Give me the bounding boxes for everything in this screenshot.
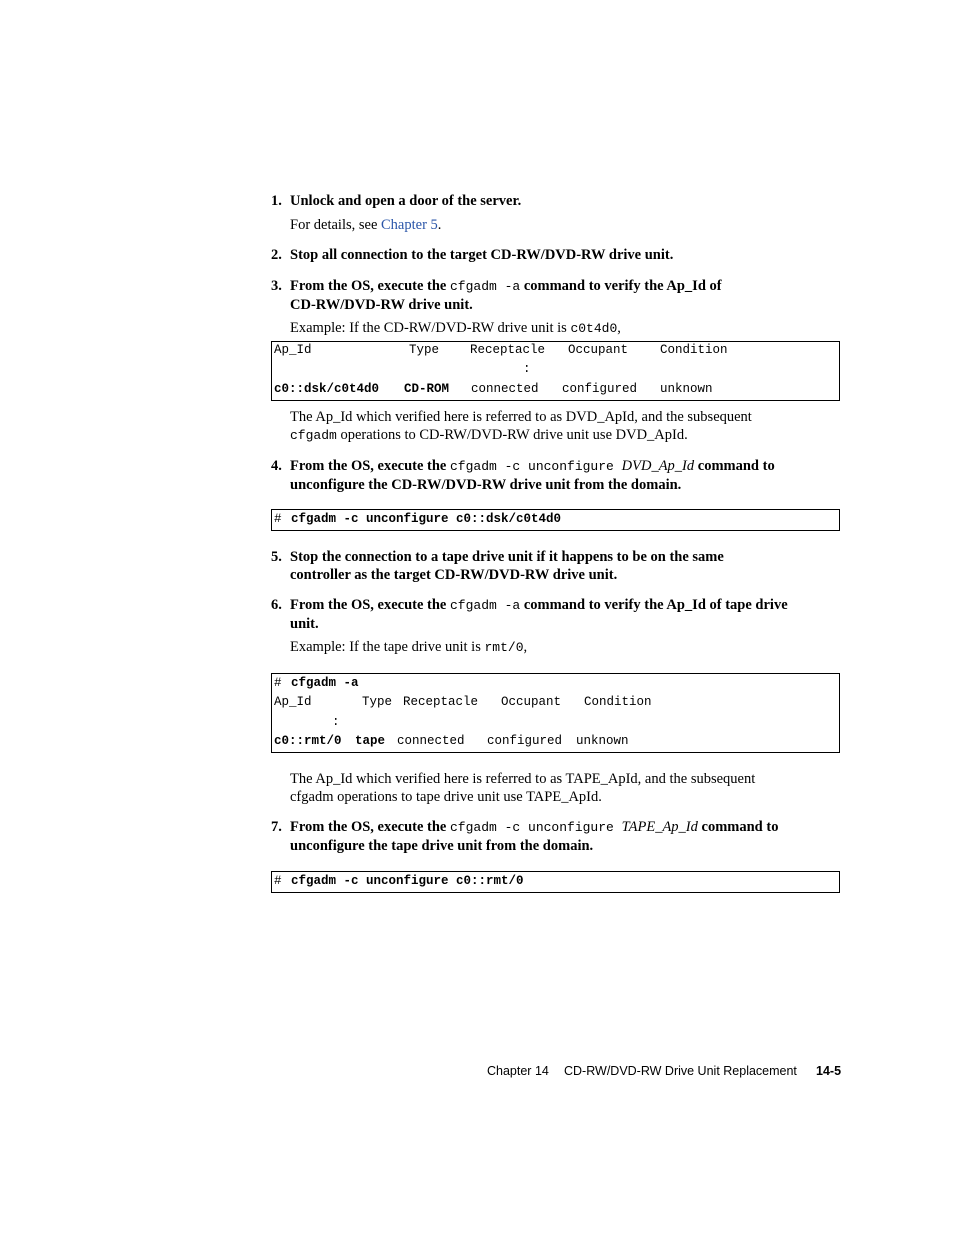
inline-code: cfgadm -c unconfigure: [450, 459, 622, 474]
code-header-type: Type: [362, 695, 393, 709]
step-text-part: From the OS, execute the: [290, 597, 450, 613]
inline-code: cfgadm -a: [450, 279, 521, 294]
chapter-5-link[interactable]: Chapter 5: [381, 217, 438, 233]
code-row-apid: c0::dsk/c0t4d0: [274, 382, 380, 396]
inline-code: cfgadm -a: [450, 598, 521, 613]
step-text: Stop all connection to the target CD-RW/DVD-RW drive unit.: [290, 247, 674, 263]
step-text-part: unconfigure the CD-RW/DVD-RW drive unit from the domain.: [290, 477, 682, 493]
code-row-condition: unknown: [660, 382, 713, 396]
detail-text: For details, see: [290, 217, 382, 233]
step-text-part: From the OS, execute the: [290, 458, 450, 474]
inline-variable: TAPE_Ap_Id: [621, 819, 698, 835]
code-header-condition: Condition: [584, 695, 652, 709]
step-number: 4.: [271, 458, 282, 474]
code-row-type: tape: [355, 734, 386, 748]
step-text-part: controller as the target CD-RW/DVD-RW drive unit.: [290, 567, 618, 583]
inline-code: rmt/0: [484, 640, 524, 655]
code-command: cfgadm -a: [291, 676, 359, 690]
inline-code: c0t4d0: [570, 321, 618, 336]
code-row-condition: unknown: [576, 734, 629, 748]
code-header-condition: Condition: [660, 343, 728, 357]
step-number: 6.: [271, 597, 282, 613]
step-text-part: unconfigure the tape drive unit from the domain.: [290, 838, 594, 854]
code-box-unconfigure-dvd: [271, 509, 840, 531]
note-text: cfgadm operations to tape drive unit use TAPE_ApId.: [290, 789, 602, 805]
step-text-part: command to: [694, 458, 775, 474]
code-prompt: #: [274, 874, 282, 888]
step-text-part: command to: [697, 819, 779, 835]
code-ellipsis-colon: :: [332, 715, 340, 729]
step-text: [290, 277, 846, 314]
step-text-part: Stop the connection to a tape drive unit if it happens to be on the same: [290, 549, 724, 565]
code-command: cfgadm -c unconfigure c0::dsk/c0t4d0: [291, 512, 562, 526]
code-box-cfgadm-output-dvd: [271, 341, 840, 401]
step-3-note: [290, 408, 846, 445]
step-1-detail: [290, 216, 846, 234]
code-prompt: #: [274, 512, 282, 526]
code-header-occupant: Occupant: [501, 695, 562, 709]
step-text: [290, 596, 846, 633]
step-text-part: From the OS, execute the: [290, 819, 450, 835]
note-text: operations to CD-RW/DVD-RW drive unit use DVD_ApId.: [336, 427, 688, 443]
step-number: 5.: [271, 549, 282, 565]
code-box-cfgadm-output-tape: [271, 673, 840, 753]
example-text: Example: If the CD-RW/DVD-RW drive unit is: [290, 320, 571, 336]
example-text-end: ,: [523, 639, 528, 655]
step-6-example: [290, 638, 846, 657]
code-command: cfgadm -c unconfigure c0::rmt/0: [291, 874, 524, 888]
note-text: The Ap_Id which verified here is referred to as DVD_ApId, and the subsequent: [290, 409, 752, 425]
step-text-part: command to verify the Ap_Id of: [520, 278, 722, 294]
code-row-occupant: configured: [562, 382, 638, 396]
footer-page-number: 14-5: [816, 1064, 842, 1078]
step-number: 2.: [271, 247, 282, 263]
code-prompt: #: [274, 676, 282, 690]
step-6-note: [290, 770, 846, 806]
footer-title: CD-RW/DVD-RW Drive Unit Replacement: [564, 1064, 797, 1078]
code-header-occupant: Occupant: [568, 343, 629, 357]
step-text: [290, 457, 846, 494]
note-text: The Ap_Id which verified here is referred to as TAPE_ApId, and the subsequent: [290, 771, 756, 787]
step-3-example: [290, 319, 846, 338]
code-ellipsis-colon: :: [523, 362, 531, 376]
code-header-type: Type: [409, 343, 440, 357]
step-number: 3.: [271, 278, 282, 294]
example-text-end: ,: [617, 320, 621, 336]
step-text: [290, 548, 846, 584]
step-number: 7.: [271, 819, 282, 835]
step-text: [290, 818, 846, 855]
footer-chapter: Chapter 14: [487, 1064, 549, 1078]
code-box-unconfigure-tape: [271, 871, 840, 893]
step-text-part: unit.: [290, 616, 319, 632]
inline-code: cfgadm: [290, 428, 337, 443]
code-row-receptacle: connected: [397, 734, 465, 748]
code-row-receptacle: connected: [471, 382, 539, 396]
code-header-receptacle: Receptacle: [403, 695, 479, 709]
code-row-occupant: configured: [487, 734, 563, 748]
inline-variable: DVD_Ap_Id: [621, 458, 695, 474]
detail-text-end: .: [437, 217, 442, 233]
step-text-part: command to verify the Ap_Id of tape drive: [520, 597, 788, 613]
code-header-apid: Ap_Id: [274, 695, 312, 709]
step-text: Unlock and open a door of the server.: [290, 193, 522, 209]
step-number: 1.: [271, 193, 282, 209]
code-header-apid: Ap_Id: [274, 343, 312, 357]
step-text-part: From the OS, execute the: [290, 278, 450, 294]
inline-code: cfgadm -c unconfigure: [450, 820, 622, 835]
code-row-apid: c0::rmt/0: [274, 734, 342, 748]
code-header-receptacle: Receptacle: [470, 343, 546, 357]
example-text: Example: If the tape drive unit is: [290, 639, 485, 655]
step-text-part: CD-RW/DVD-RW drive unit.: [290, 297, 473, 313]
code-row-type: CD-ROM: [404, 382, 450, 396]
